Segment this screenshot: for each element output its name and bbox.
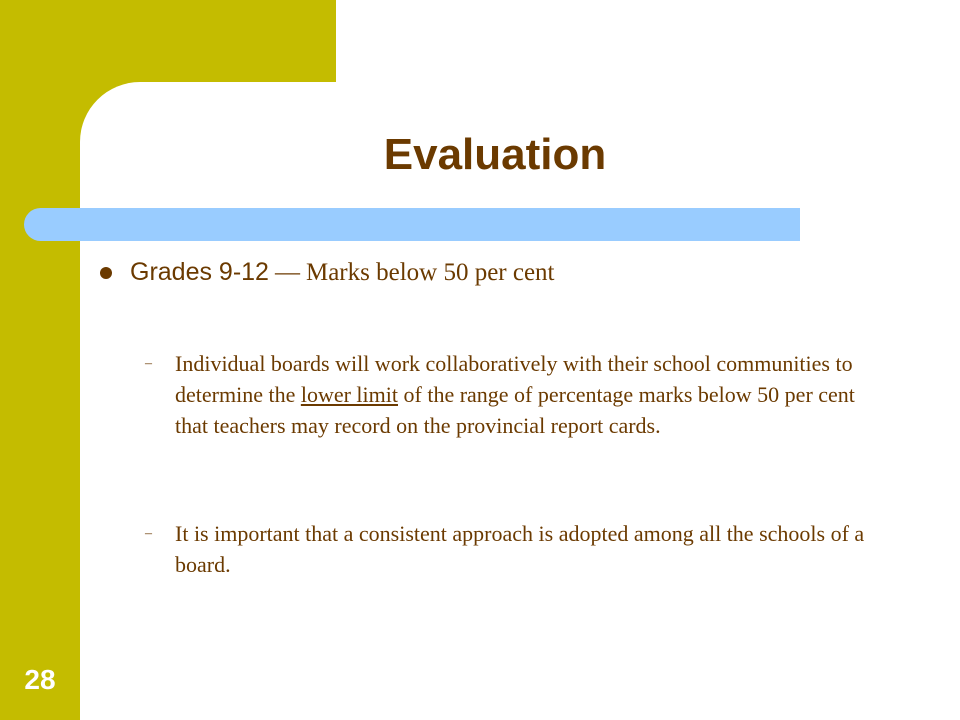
page-number: 28	[24, 664, 56, 695]
sub-item-text: It is important that a consistent approach is adopted among all the schools of a board.	[175, 521, 865, 577]
sub-item-text-after: of the range of percentage marks below 50 per cent that teachers may record on the provincial report cards.	[175, 382, 855, 438]
bullet-dot-icon	[100, 267, 112, 279]
slide-title: Evaluation	[383, 130, 607, 179]
sub-item-text	[175, 348, 885, 441]
sub-item-underlined: lower limit	[300, 382, 398, 407]
main-bullet	[100, 258, 900, 287]
left-accent-band	[0, 0, 80, 720]
bullet-lead: Grades 9-12	[130, 258, 269, 286]
title-underline-bar	[24, 208, 800, 241]
top-accent-band	[80, 0, 336, 82]
sub-item	[145, 518, 885, 580]
dash-icon: –	[145, 356, 152, 371]
bullet-rest: Marks below 50 per cent	[305, 258, 555, 286]
sub-item	[145, 348, 885, 441]
sub-item-text-before: Individual boards will work collaboratively with their school communities to determine the	[175, 351, 853, 407]
dash-icon: –	[145, 526, 152, 541]
bullet-separator: —	[274, 258, 300, 286]
